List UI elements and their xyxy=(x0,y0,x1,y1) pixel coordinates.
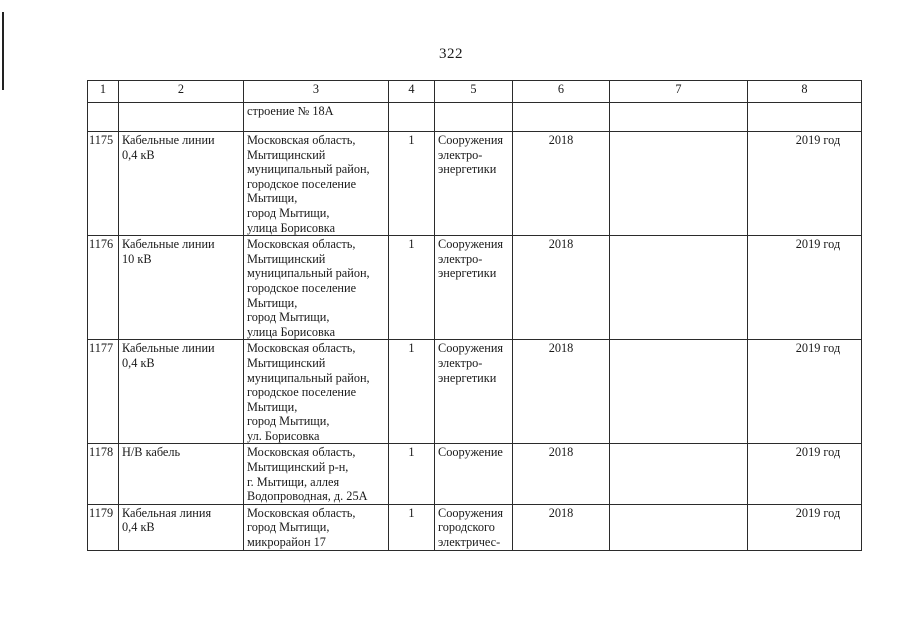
column-header-4: 4 xyxy=(389,81,435,103)
cell-address: строение № 18А xyxy=(244,103,389,132)
page-number: 322 xyxy=(439,46,463,62)
table-row xyxy=(88,504,862,550)
table-row-continuation xyxy=(88,103,862,132)
cell-col7 xyxy=(610,103,748,132)
cell-term: 2019 год xyxy=(748,132,862,236)
cell-col7 xyxy=(610,132,748,236)
table-row xyxy=(88,132,862,236)
cell-quantity: 1 xyxy=(389,504,435,550)
cell-col7 xyxy=(610,444,748,504)
cell-number: 1178 xyxy=(88,444,119,504)
cell-address: Московская область, Мытищинский муниципальный район, городское поселение Мытищи, город Мытищи, улица Борисовка xyxy=(244,236,389,340)
cell-object-name: Н/В кабель xyxy=(119,444,244,504)
cell-number: 1176 xyxy=(88,236,119,340)
column-header-5: 5 xyxy=(435,81,513,103)
cell-term: 2019 год xyxy=(748,444,862,504)
column-header-2: 2 xyxy=(119,81,244,103)
cell-quantity: 1 xyxy=(389,132,435,236)
cell-term xyxy=(748,103,862,132)
cell-year: 2018 xyxy=(513,236,610,340)
cell-term: 2019 год xyxy=(748,504,862,550)
cell-term: 2019 год xyxy=(748,340,862,444)
cell-quantity xyxy=(389,103,435,132)
cell-number: 1177 xyxy=(88,340,119,444)
cell-year: 2018 xyxy=(513,444,610,504)
cell-number xyxy=(88,103,119,132)
cell-year: 2018 xyxy=(513,340,610,444)
cell-object-name: Кабельная линия 0,4 кВ xyxy=(119,504,244,550)
cell-number: 1175 xyxy=(88,132,119,236)
cell-col7 xyxy=(610,504,748,550)
cell-year xyxy=(513,103,610,132)
table-header-row xyxy=(88,81,862,103)
cell-object-name: Кабельные линии 0,4 кВ xyxy=(119,340,244,444)
cell-object-name xyxy=(119,103,244,132)
cell-object-name: Кабельные линии 10 кВ xyxy=(119,236,244,340)
cell-year: 2018 xyxy=(513,504,610,550)
table-row xyxy=(88,444,862,504)
cell-object-name: Кабельные линии 0,4 кВ xyxy=(119,132,244,236)
column-header-6: 6 xyxy=(513,81,610,103)
column-header-3: 3 xyxy=(244,81,389,103)
cell-number: 1179 xyxy=(88,504,119,550)
cell-quantity: 1 xyxy=(389,444,435,504)
register-table xyxy=(87,80,862,551)
cell-quantity: 1 xyxy=(389,236,435,340)
cell-col7 xyxy=(610,340,748,444)
cell-address: Московская область, Мытищинский муниципальный район, городское поселение Мытищи, город Мытищи, улица Борисовка xyxy=(244,132,389,236)
cell-address: Московская область, город Мытищи, микрорайон 17 xyxy=(244,504,389,550)
cell-category: Сооружение xyxy=(435,444,513,504)
column-header-8: 8 xyxy=(748,81,862,103)
cell-category: Сооружения городского электричес- xyxy=(435,504,513,550)
cell-category xyxy=(435,103,513,132)
table-row xyxy=(88,340,862,444)
cell-address: Московская область, Мытищинский муниципальный район, городское поселение Мытищи, город Мытищи, ул. Борисовка xyxy=(244,340,389,444)
cell-category: Сооружения электро- энергетики xyxy=(435,236,513,340)
table-row xyxy=(88,236,862,340)
cell-term: 2019 год xyxy=(748,236,862,340)
cell-category: Сооружения электро- энергетики xyxy=(435,340,513,444)
cell-year: 2018 xyxy=(513,132,610,236)
cell-address: Московская область, Мытищинский р-н, г. Мытищи, аллея Водопроводная, д. 25А xyxy=(244,444,389,504)
cell-col7 xyxy=(610,236,748,340)
column-header-1: 1 xyxy=(88,81,119,103)
cell-quantity: 1 xyxy=(389,340,435,444)
column-header-7: 7 xyxy=(610,81,748,103)
cell-category: Сооружения электро- энергетики xyxy=(435,132,513,236)
